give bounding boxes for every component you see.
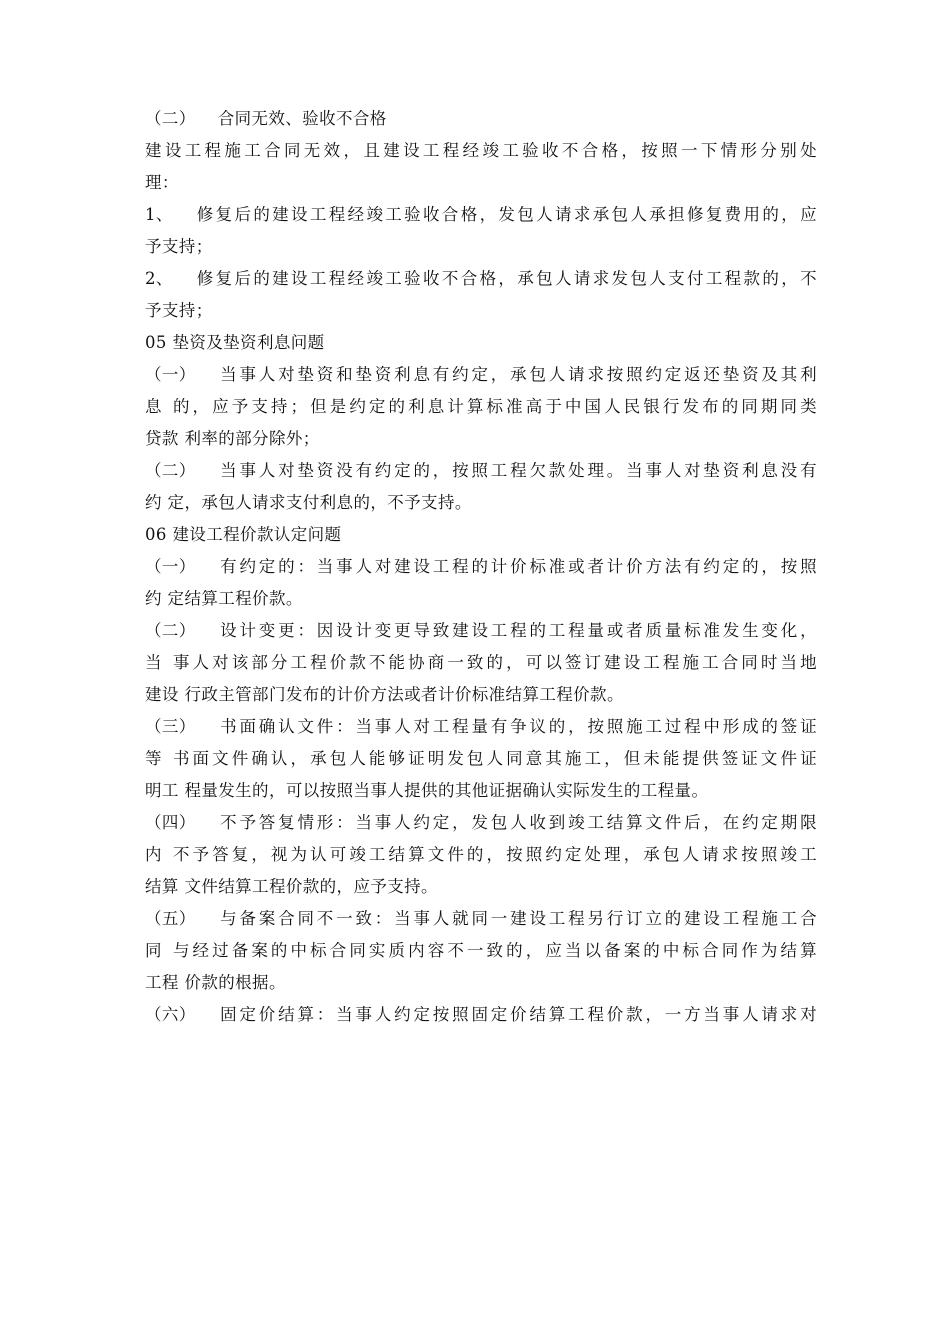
item-number: （一） — [145, 365, 196, 384]
line-text: 予支持； — [145, 237, 213, 256]
document-line — [145, 615, 817, 647]
document-line — [145, 551, 817, 583]
line-text: 05 垫资及垫资利息问题 — [145, 333, 325, 352]
document-line — [145, 647, 817, 679]
document-line — [145, 743, 817, 775]
line-text: 明工 程量发生的，可以按照当事人提供的其他证据确认实际发生的工程量。 — [145, 781, 709, 800]
document-line — [145, 999, 817, 1031]
line-text: 固定价结算：当事人约定按照固定价结算工程价款，一方当事人请求对 — [217, 1005, 817, 1024]
item-number: （一） — [145, 557, 196, 576]
document-line — [145, 807, 817, 839]
item-number: 1、 — [145, 205, 173, 224]
line-text: 与备案合同不一致：当事人就同一建设工程另行订立的建设工程施工合 — [217, 909, 817, 928]
line-text: 约 定，承包人请求支付利息的，不予支持。 — [145, 493, 472, 512]
document-line — [145, 391, 817, 423]
line-text: 建设工程施工合同无效，且建设工程经竣工验收不合格，按照一下情形分别处 — [145, 141, 817, 160]
line-text: 建设 行政主管部门发布的计价方法或者计价标准结算工程价款。 — [145, 685, 624, 704]
document-line — [145, 231, 817, 263]
document-line — [145, 711, 817, 743]
line-text: 理： — [145, 173, 179, 192]
document-line — [145, 167, 817, 199]
document-line — [145, 519, 817, 551]
document-line — [145, 967, 817, 999]
line-text: 息 的，应予支持；但是约定的利息计算标准高于中国人民银行发布的同期同类 — [145, 397, 817, 416]
line-text: 修复后的建设工程经竣工验收合格，发包人请求承包人承担修复费用的，应 — [194, 205, 817, 224]
line-text: 书面确认文件：当事人对工程量有争议的，按照施工过程中形成的签证 — [217, 717, 817, 736]
line-text: 工程 价款的根据。 — [145, 973, 286, 992]
item-number: （三） — [145, 717, 196, 736]
item-number: （四） — [145, 813, 196, 832]
line-text: 设计变更：因设计变更导致建设工程的工程量或者质量标准发生变化， — [217, 621, 817, 640]
line-text: 当事人对垫资和垫资利息有约定，承包人请求按照约定返还垫资及其利 — [217, 365, 817, 384]
line-text: 当事人对垫资没有约定的，按照工程欠款处理。当事人对垫资利息没有 — [217, 461, 817, 480]
item-number: （六） — [145, 1005, 196, 1024]
line-text: 修复后的建设工程经竣工验收不合格，承包人请求发包人支付工程款的，不 — [194, 269, 817, 288]
document-line — [145, 839, 817, 871]
document-line — [145, 775, 817, 807]
line-text: 贷款 利率的部分除外； — [145, 429, 320, 448]
document-line — [145, 359, 817, 391]
line-text: 约 定结算工程价款。 — [145, 589, 303, 608]
line-text: 06 建设工程价款认定问题 — [145, 525, 342, 544]
document-line — [145, 871, 817, 903]
line-text: 有约定的：当事人对建设工程的计价标准或者计价方法有约定的，按照 — [217, 557, 817, 576]
line-text: 同 与经过备案的中标合同实质内容不一致的，应当以备案的中标合同作为结算 — [145, 941, 817, 960]
document-line — [145, 263, 817, 295]
document-line — [145, 135, 817, 167]
document-line — [145, 487, 817, 519]
line-text: 结算 文件结算工程价款的，应予支持。 — [145, 877, 438, 896]
item-number: （五） — [145, 909, 196, 928]
item-number: （二） — [145, 461, 196, 480]
line-text: 等 书面文件确认，承包人能够证明发包人同意其施工，但未能提供签证文件证 — [145, 749, 817, 768]
line-text: 合同无效、验收不合格 — [217, 109, 387, 128]
document-body — [145, 103, 817, 1031]
document-line — [145, 935, 817, 967]
item-number: （二） — [145, 109, 196, 128]
line-text: 予支持； — [145, 301, 213, 320]
document-line — [145, 103, 817, 135]
document-line — [145, 583, 817, 615]
document-line — [145, 903, 817, 935]
document-line — [145, 199, 817, 231]
document-line — [145, 327, 817, 359]
document-line — [145, 423, 817, 455]
line-text: 当 事人对该部分工程价款不能协商一致的，可以签订建设工程施工合同时当地 — [145, 653, 817, 672]
document-line — [145, 455, 817, 487]
item-number: 2、 — [145, 269, 173, 288]
document-line — [145, 679, 817, 711]
document-line — [145, 295, 817, 327]
item-number: （二） — [145, 621, 196, 640]
line-text: 不予答复情形：当事人约定，发包人收到竣工结算文件后，在约定期限 — [217, 813, 817, 832]
line-text: 内 不予答复，视为认可竣工结算文件的，按照约定处理，承包人请求按照竣工 — [145, 845, 817, 864]
